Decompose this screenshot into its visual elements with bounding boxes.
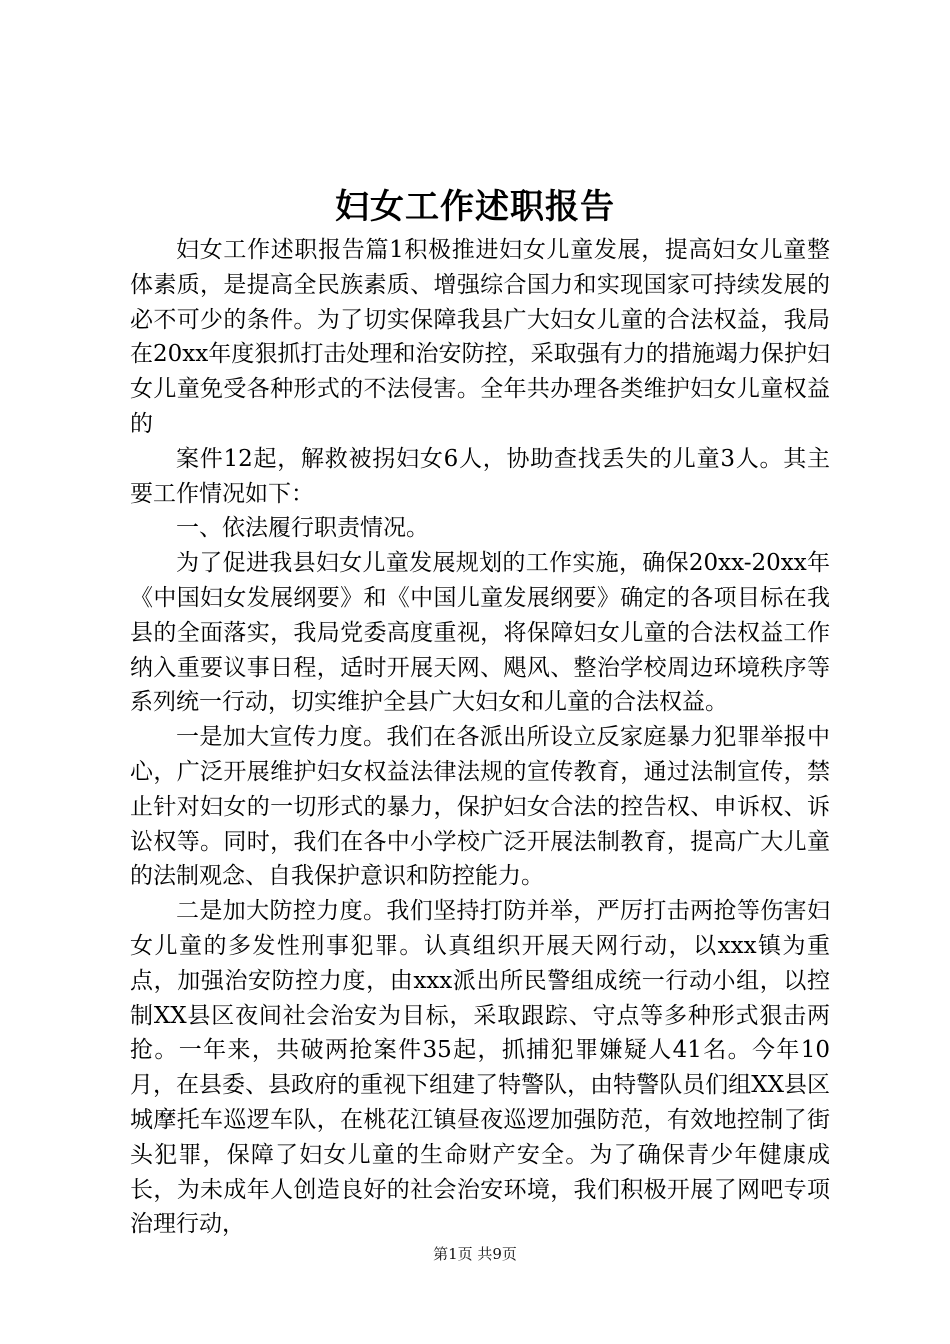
paragraph-implementation: 为了促进我县妇女儿童发展规划的工作实施，确保20xx-20xx年《中国妇女发展纲要》和《中国儿童发展纲要》确定的各项目标在我县的全面落实，我局党委高度重视，将保障妇女儿童的合法权益工作纳入重要议事日程，适时开展天网、飓风、整治学校周边环境秩序等系列统一行动，切实维护全县广大妇女和儿童的合法权益。	[130, 550, 830, 716]
paragraph-publicity: 一是加大宣传力度。我们在各派出所设立反家庭暴力犯罪举报中心，广泛开展维护妇女权益法律法规的宣传教育，通过法制宣传，禁止针对妇女的一切形式的暴力，保护妇女合法的控告权、申诉权、诉讼权等。同时，我们在各中小学校广泛开展法制教育，提高广大儿童的法制观念、自我保护意识和防控能力。	[130, 724, 830, 890]
document-body	[130, 233, 830, 1242]
document-title: 妇女工作述职报告	[335, 187, 615, 227]
paragraph-case-summary: 案件12起，解救被拐妇女6人，协助查找丢失的儿童3人。其主要工作情况如下：	[130, 445, 830, 507]
page-footer: 第1页 共9页	[433, 1245, 517, 1263]
section-heading-duties: 一、依法履行职责情况。	[176, 515, 429, 542]
paragraph-intro: 妇女工作述职报告篇1积极推进妇女儿童发展，提高妇女儿童整体素质，是提高全民族素质、增强综合国力和实现国家可持续发展的必不可少的条件。为了切实保障我县广大妇女儿童的合法权益，我局在20xx年度狠抓打击处理和治安防控，采取强有力的措施竭力保护妇女儿童免受各种形式的不法侵害。全年共办理各类维护妇女儿童权益的	[130, 237, 830, 437]
paragraph-prevention: 二是加大防控力度。我们坚持打防并举，严厉打击两抢等伤害妇女儿童的多发性刑事犯罪。认真组织开展天网行动，以xxx镇为重点，加强治安防控力度，由xxx派出所民警组成统一行动小组，以控制XX县区夜间社会治安为目标，采取跟踪、守点等多种形式狠击两抢。一年来，共破两抢案件35起，抓捕犯罪嫌疑人41名。今年10月，在县委、县政府的重视下组建了特警队，由特警队员们组XX县区城摩托车巡逻车队，在桃花江镇昼夜巡逻加强防范，有效地控制了街头犯罪，保障了妇女儿童的生命财产安全。为了确保青少年健康成长，为未成年人创造良好的社会治安环境，我们积极开展了网吧专项治理行动，	[130, 898, 830, 1238]
